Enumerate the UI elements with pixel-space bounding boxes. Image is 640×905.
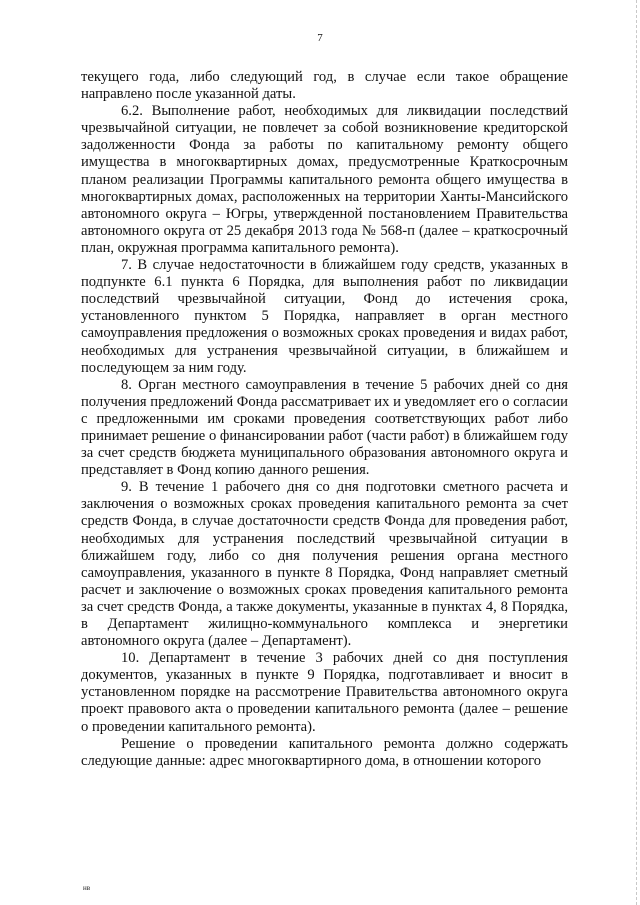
- footer-mark: нв: [83, 884, 91, 892]
- paragraph-9: 9. В течение 1 рабочего дня со дня подготовки сметного расчета и заключения о возможных сроках проведения капитального ремонта за счет средств Фонда, в случае достаточности средств Фонда для проведения работ, необходимых для устранения последствий чрезвычайной ситуации в ближайшем году, либо со дня получения решения органа местного самоуправления, указанного в пункте 8 Порядка, Фонд направляет сметный расчет и заключение о возможных сроках проведения капитального ремонта за счет средств Фонда, а также документы, указанные в пунктах 4, 8 Порядка, в Департамент жилищно-коммунального комплекса и энергетики автономного округа (далее – Департамент).: [81, 479, 568, 650]
- paragraph-decision: Решение о проведении капитального ремонта должно содержать следующие данные: адрес многоквартирного дома, в отношении которого: [81, 735, 568, 769]
- paragraph-continuation: текущего года, либо следующий год, в случае если такое обращение направлено после указанной даты.: [81, 69, 568, 103]
- paragraph-6-2: 6.2. Выполнение работ, необходимых для ликвидации последствий чрезвычайной ситуации, не повлечет за собой возникновение кредиторской задолженности Фонда за работы по капитальному ремонту общего имущества в многоквартирных домах, предусмотренные Краткосрочным планом реализации Программы капитального ремонта общего имущества в многоквартирных домах, расположенных на территории Ханты-Мансийского автономного округа – Югры, утвержденной постановлением Правительства автономного округа от 25 декабря 2013 года № 568-п (далее – краткосрочный план, окружная программа капитального ремонта).: [81, 103, 568, 256]
- paragraph-7: 7. В случае недостаточности в ближайшем году средств, указанных в подпункте 6.1 пункта 6 Порядка, для выполнения работ по ликвидации последствий чрезвычайной ситуации, Фонд до истечения срока, установленного пунктом 5 Порядка, направляет в орган местного самоуправления предложения о возможных сроках проведения и видах работ, необходимых для устранения чрезвычайной ситуации, в ближайшем и последующем за ним году.: [81, 257, 568, 376]
- document-body: [81, 69, 568, 770]
- page-number: 7: [317, 32, 323, 44]
- scan-edge-line: [635, 0, 637, 905]
- paragraph-10: 10. Департамент в течение 3 рабочих дней со дня поступления документов, указанных в пункте 9 Порядка, подготавливает и вносит в установленном порядке на рассмотрение Правительства автономного округа проект правового акта о проведении капитального ремонта (далее – решение о проведении капитального ремонта).: [81, 650, 568, 735]
- paragraph-8: 8. Орган местного самоуправления в течение 5 рабочих дней со дня получения предложений Фонда рассматривает их и уведомляет его о согласии с предложенными им сроками проведения соответствующих работ либо принимает решение о финансировании работ (части работ) в ближайшем году за счет средств бюджета муниципального образования автономного округа и представляет в Фонд копию данного решения.: [81, 376, 568, 479]
